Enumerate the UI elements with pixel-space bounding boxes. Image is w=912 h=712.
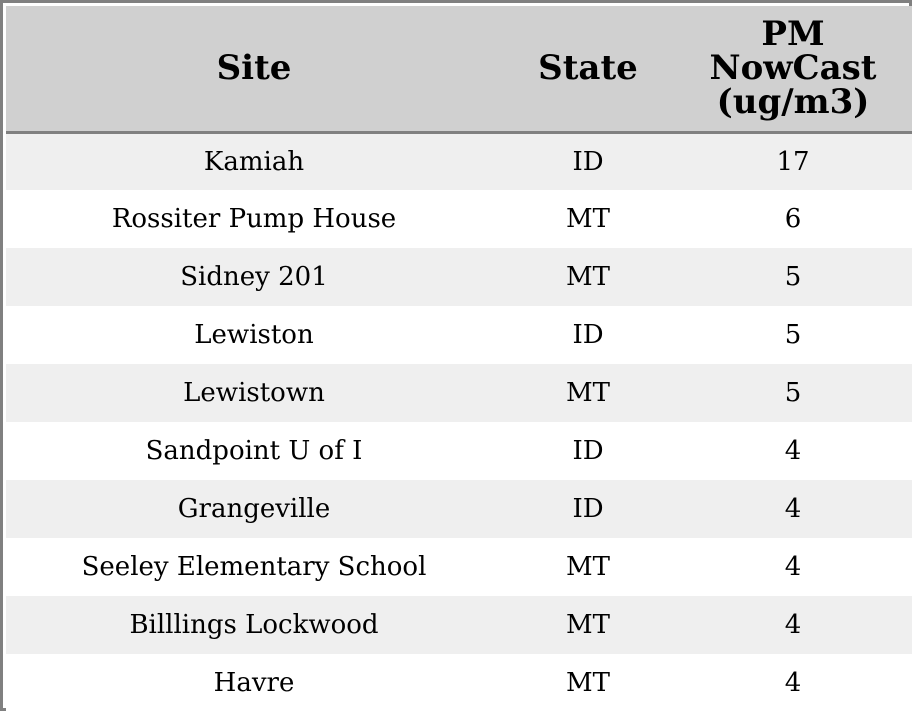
- table-row: [6, 596, 912, 654]
- cell-site: Kamiah: [203, 146, 305, 177]
- table-row: [6, 190, 912, 248]
- cell-pm: 17: [776, 146, 810, 177]
- cell-pm: 5: [784, 262, 802, 292]
- cell-state: MT: [566, 668, 610, 698]
- table-row: [6, 132, 912, 190]
- header-site-label: Site: [216, 48, 292, 89]
- header-state: [502, 6, 674, 132]
- header-pm-nowcast: [674, 6, 912, 132]
- header-pm-line-3: (ug/m3): [716, 82, 870, 123]
- table-row: [6, 538, 912, 596]
- cell-state: ID: [572, 320, 604, 350]
- table-body: [6, 132, 912, 712]
- cell-state: ID: [572, 494, 604, 524]
- cell-pm: 6: [784, 204, 802, 234]
- cell-pm: 4: [784, 668, 802, 698]
- table-row: [6, 422, 912, 480]
- cell-pm: 4: [784, 552, 802, 582]
- cell-state: ID: [572, 146, 604, 177]
- cell-site: Grangeville: [177, 494, 331, 524]
- cell-site: Lewistown: [183, 378, 325, 408]
- cell-pm: 5: [784, 320, 802, 350]
- cell-state: MT: [566, 552, 610, 582]
- cell-site: Havre: [213, 668, 295, 698]
- cell-pm: 5: [784, 378, 802, 408]
- table-row: [6, 654, 912, 712]
- cell-site: Sidney 201: [180, 262, 328, 292]
- cell-pm: 4: [784, 494, 802, 524]
- header-row: [6, 6, 912, 132]
- header-pm-line-1: PM: [761, 14, 825, 55]
- cell-state: MT: [566, 262, 610, 292]
- table-row: [6, 480, 912, 538]
- cell-state: MT: [566, 610, 610, 640]
- cell-state: ID: [572, 436, 604, 466]
- cell-site: Seeley Elementary School: [81, 552, 427, 582]
- cell-state: MT: [566, 378, 610, 408]
- cell-state: MT: [566, 204, 610, 234]
- header-site: [6, 6, 502, 132]
- cell-pm: 4: [784, 610, 802, 640]
- cell-site: Sandpoint U of I: [145, 436, 363, 466]
- table-row: [6, 248, 912, 306]
- pm-nowcast-table: [6, 6, 912, 712]
- header-pm-line-2: NowCast: [709, 48, 877, 89]
- table-row: [6, 364, 912, 422]
- cell-site: Rossiter Pump House: [111, 204, 397, 234]
- cell-site: Billlings Lockwood: [129, 610, 379, 640]
- cell-site: Lewiston: [194, 320, 314, 350]
- table-row: [6, 306, 912, 364]
- cell-pm: 4: [784, 436, 802, 466]
- header-state-label: State: [538, 48, 638, 89]
